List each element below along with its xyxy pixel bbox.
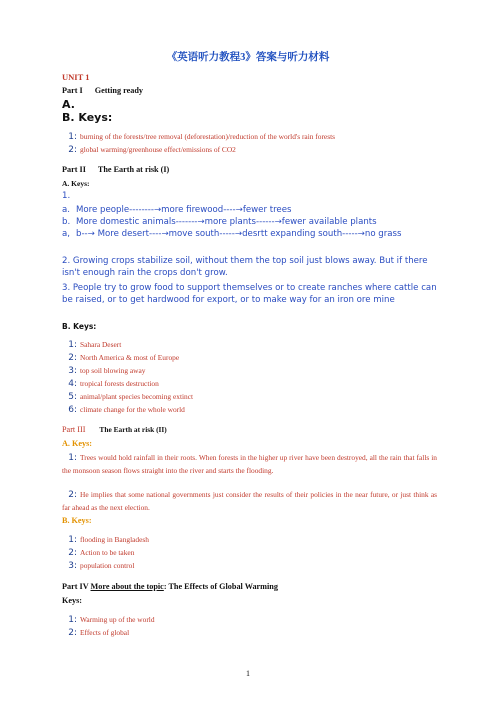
part3-title: The Earth at risk (II) — [99, 425, 167, 434]
list-item: 2: Action to be taken — [68, 548, 135, 558]
part1-b-keys: B. Keys: — [62, 111, 113, 124]
part4-title: : The Effects of Global Warming — [163, 582, 278, 591]
list-item: 2: He implies that some national governments just consider the results of their policies in the near future, or just think as far ahead as the next election. — [62, 490, 437, 512]
part2-title: The Earth at risk (I) — [97, 165, 170, 174]
list-item: a. More people--------→more firewood----→fewer trees — [62, 205, 292, 215]
part1-heading — [62, 86, 143, 95]
page-title: 《英语听力教程3》答案与听力材料 — [166, 52, 330, 63]
part2-paragraph-3: 3. People try to grow food to support themselves or to create ranches where cattle can be raised, or to get hardwood for export, or to make way for an iron ore mine — [62, 283, 437, 306]
part2-heading — [62, 165, 169, 174]
list-item: 1: Warming up of the world — [68, 615, 155, 625]
list-item: 2: North America & most of Europe — [68, 353, 180, 363]
list-item: 2: global warming/greenhouse effect/emissions of CO2 — [68, 145, 236, 155]
list-item: 5: animal/plant species becoming extinct — [68, 392, 194, 402]
part2-paragraph-2: 2. Growing crops stabilize soil, without them the top soil just blows away. But if there isn't enough rain the crops don't grow. — [62, 256, 428, 279]
list-item: 2: Effects of global — [68, 628, 130, 638]
part3-b-keys: B. Keys: — [62, 516, 92, 525]
part1-label: Part I — [62, 86, 83, 95]
part3-a-keys: A. Keys: — [62, 439, 93, 448]
part3-label: Part III — [62, 425, 86, 434]
page-number: 1 — [246, 669, 250, 678]
part4-keys: Keys: — [62, 596, 83, 605]
part1-title: Getting ready — [94, 86, 143, 95]
part2-b-keys: B. Keys: — [62, 322, 97, 331]
part4-label: Part IV — [62, 582, 89, 591]
list-item: 3: population control — [68, 561, 135, 571]
list-item: 3: top soil blowing away — [68, 366, 146, 376]
part2-item-1: 1. — [62, 191, 71, 201]
list-item: b. More domestic animals-------→more plants------→fewer available plants — [62, 217, 377, 227]
part3-heading — [62, 425, 167, 434]
part2-a-keys: A. Keys: — [62, 179, 90, 188]
unit-heading: UNIT 1 — [62, 72, 90, 82]
list-item: 4: tropical forests destruction — [68, 379, 159, 389]
part4-heading — [62, 582, 278, 591]
list-item: a, b--→ More desert----→move south-----→desrtt expanding south-----→no grass — [62, 229, 402, 239]
part4-topic-link: More about the topic — [90, 582, 164, 591]
list-item: 6: climate change for the whole world — [68, 405, 185, 415]
list-item: 1: Sahara Desert — [68, 340, 122, 350]
list-item: 1: Trees would hold rainfall in their roots. When forests in the higher up river have been destroyed, all the rain that falls in the monsoon season flows straight into the river and starts the flooding. — [62, 453, 437, 475]
part1-a: A. — [62, 98, 75, 111]
list-item: 1: burning of the forests/tree removal (deforestation)/reduction of the world's rain forests — [68, 132, 335, 142]
part2-label: Part II — [62, 165, 86, 174]
list-item: 1: flooding in Bangladesh — [68, 535, 149, 545]
